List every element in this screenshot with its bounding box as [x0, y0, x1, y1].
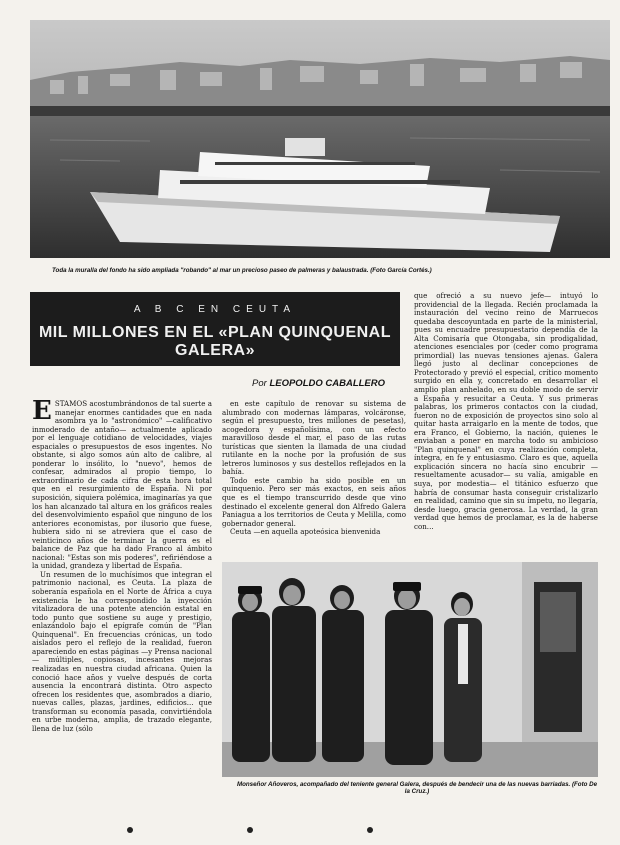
- bottom-photo: [222, 562, 598, 777]
- officials-group-photo: [222, 562, 598, 777]
- article-paragraph: que ofreció a su nuevo jefe— intuyó lo providencial de la llegada. Recién proclamada la instauración del vecino reino de Marruecos quedaba descoyuntada en parte de la ministerial, pues su encuadre presupuestario dependía de la Alta Comisaría que Otongaba, sin prodigalidad, atenciones esenciales por (ceder como programa primordial) las nuevas tensiones ajenas. Galera llegó justo al declinar concepciones de Protectorado y previó el especial, crítico momento surgido en ella y, concretado en desarrollar el amplio plan anhelado, en su doble modo de servir a España y resucitar a Ceuta. Y sus primeras palabras, los primeros contactos con la ciudad, fueron no de exposición de proyectos sino solo al quitar hasta arraigarlo en la mente de todos, que era Franco, el Gobierno, la nación, quienes le enviaban a poner en marcha todo su ambicioso "Plan quinquenal" en cuya realización completa, íntegra, en fe y entusiasmo. Claro es que, aquella explicación sincera no hacía sino encubrir —resueltamente acusador— su valía, amigable en suya, por modestia— el titánico esfuerzo que habría de consumar hasta conseguir cristalizarlo en realidad, camino que sin su ímpetu, no llegaría, desde luego, gracia generosa. La verdad, la gran verdad que hemos de proclamar, es la de haberse con...: [414, 292, 598, 531]
- paragraph-text: STAMOS acostumbrándonos de tal suerte a manejar enormes cantidades que en nada asombra ya lo "astronómico" —calificativo inmoderado de antaño— actualmente aplicado por el lenguaje cotidiano de velocidades, viajes espaciales o presupuestos de esos ingentes. No obstante, si algo somos aún alto de calibre, al ponderar lo insólito, lo "nuevo", hemos de confesar, admirados al propio tiempo, lo extraordinario de cada cifra de esta hora total que en el resurgimiento de España. Ni por suposición, siquiera polémica, imaginarías ya que los han alcanzado tal altura en los gráficos reales del desenvolvimiento español que ninguno de los anteriores economistas, por ilusorio que fuese, hubiera sido ni se atreviera que el caso de veinticinco años de terminar la guerra es el balance de Paz que ha dado Franco al ámbito nacional: "Estas son mis poderes", refiriéndose a la unidad, grandeza y libertad de España.: [32, 400, 212, 571]
- headline-banner: [30, 292, 400, 366]
- article-paragraph: Un resumen de lo muchísimos que integran el patrimonio nacional, es Ceuta. La plaza de soberanía española en el Norte de África a cuya existencia le ha correspondido la inyección vitalizadora de una potente atención estatal en todo punto que sostiene su auge y prestigio, enlazándolo bajo el epígrafe común de "Plan Quinquenal". En frecuencias crónicas, un todo aislados pero el reflejo de la realidad, fueron apareciendo en estas páginas —y Prensa nacional— múltiples, copiosas, incesantes mejoras realizadas en nuestra ciudad africana. Quien la conoció hace años y vuelve después de corta ausencia la encontrará distinta. Otro aspecto ofrecen los residentes que, asombrados a diario, nuevas calles, plazas, jardines, edificios... que transforman su economía pasada, convirtiéndola en urbe moderna, amplia, de trazado elegante, llena de luz (sólo: [32, 569, 212, 733]
- article-column-1: [32, 400, 212, 815]
- section-kicker: A B C EN CEUTA: [133, 304, 297, 315]
- bottom-photo-caption: Monseñor Añoveros, acompañado del teniente general Galera, después de bendecir una de las nuevas barriadas. (Foto De la Cruz.): [236, 781, 598, 796]
- harbor-ferry-photo: [30, 20, 610, 258]
- article-paragraph: en este capítulo de renovar su sistema de alumbrado con modernas lámparas, volcáronse, según el presupuesto, tres millones de pesetas), acogedora y españolísima, con un efecto maravilloso desde el mar, el paso de las rutas turísticas que sienten la llamada de una ciudad rutilante en la noche por la profusión de sus letreros luminosos y sus destellos reflejados en la bahía.: [222, 400, 406, 477]
- drop-cap: E: [32, 400, 52, 426]
- registration-marks: [120, 823, 380, 837]
- page-folio-marks: [120, 822, 380, 836]
- byline-author: LEOPOLDO CABALLERO: [269, 378, 386, 389]
- byline-prefix: Por: [252, 378, 267, 389]
- article-column-2: [222, 400, 406, 556]
- article-headline: MIL MILLONES EN EL «PLAN QUINQUENAL GALERA»: [38, 324, 392, 359]
- article-column-3: [414, 292, 598, 554]
- article-paragraph: Todo este cambio ha sido posible en un quinquenio. Pero ser más exactos, en seis años que es el tiempo transcurrido desde que vino destinado el excelente general don Alfredo Galera Paniagua a los territorios de Ceuta y Melilla, como gobernador general.: [222, 475, 406, 528]
- article-paragraph: [32, 400, 212, 571]
- top-photo: [30, 20, 610, 258]
- article-paragraph: Ceuta —en aquella apoteósica bienvenida: [230, 527, 381, 537]
- byline: [252, 378, 385, 389]
- top-photo-caption: Toda la muralla del fondo ha sido ampliada "robando" al mar un precioso paseo de palmeras y balaustrada. (Foto García Cortés.): [52, 267, 432, 274]
